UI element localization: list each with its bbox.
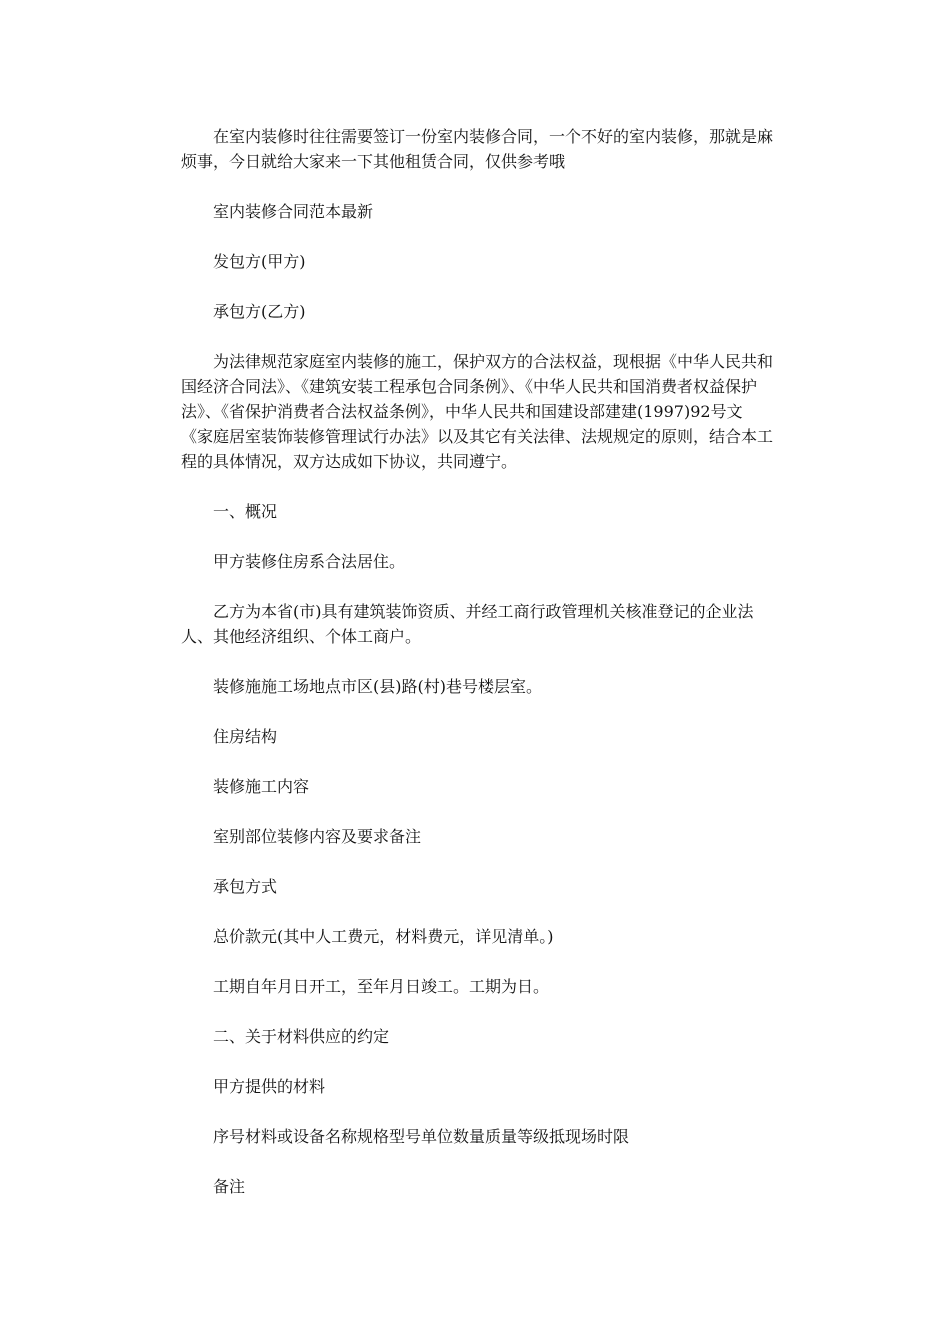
intro-paragraph: 在室内装修时往往需要签订一份室内装修合同，一个不好的室内装修，那就是麻烦事，今日就给大家来一下其他租赁合同，仅供参考哦 <box>181 127 774 171</box>
overview-item-residence: 甲方装修住房系合法居住。 <box>213 552 406 571</box>
materials-table-header: 序号材料或设备名称规格型号单位数量质量等级抵现场时限 <box>213 1127 630 1146</box>
preamble-paragraph: 为法律规范家庭室内装修的施工，保护双方的合法权益，现根据《中华人民共和国经济合同法》、《建筑安装工程承包合同条例》、《中华人民共和国消费者权益保护法》、《省保护消费者合法权益条例》，中华人民共和国建设部建建(1997)92号文《家庭居室装饰装修管理试行办法》以及其它有关法律、法规规定的原则，结合本工程的具体情况，双方达成如下协议，共同遵宁。 <box>181 352 774 471</box>
materials-remarks: 备注 <box>213 1177 246 1196</box>
materials-item-party-a: 甲方提供的材料 <box>213 1077 326 1096</box>
party-b-line: 承包方(乙方) <box>213 302 306 321</box>
overview-item-schedule: 工期自年月日开工，至年月日竣工。工期为日。 <box>213 977 550 996</box>
overview-item-content: 装修施工内容 <box>213 777 310 796</box>
section-heading-overview: 一、概况 <box>213 502 278 521</box>
overview-item-contract-mode: 承包方式 <box>213 877 278 896</box>
overview-item-room-table-header: 室别部位装修内容及要求备注 <box>213 827 422 846</box>
document-title: 室内装修合同范本最新 <box>213 202 374 221</box>
overview-item-contractor: 乙方为本省(市)具有建筑装饰资质、并经工商行政管理机关核准登记的企业法人、其他经济组织、个体工商户。 <box>181 602 754 646</box>
overview-item-site-address: 装修施施工场地点市区(县)路(村)巷号楼层室。 <box>213 677 542 696</box>
document-body <box>181 124 773 1199</box>
overview-item-structure: 住房结构 <box>213 727 278 746</box>
overview-item-total-price: 总价款元(其中人工费元，材料费元，详见清单。) <box>213 927 554 946</box>
party-a-line: 发包方(甲方) <box>213 252 306 271</box>
section-heading-materials: 二、关于材料供应的约定 <box>213 1027 390 1046</box>
